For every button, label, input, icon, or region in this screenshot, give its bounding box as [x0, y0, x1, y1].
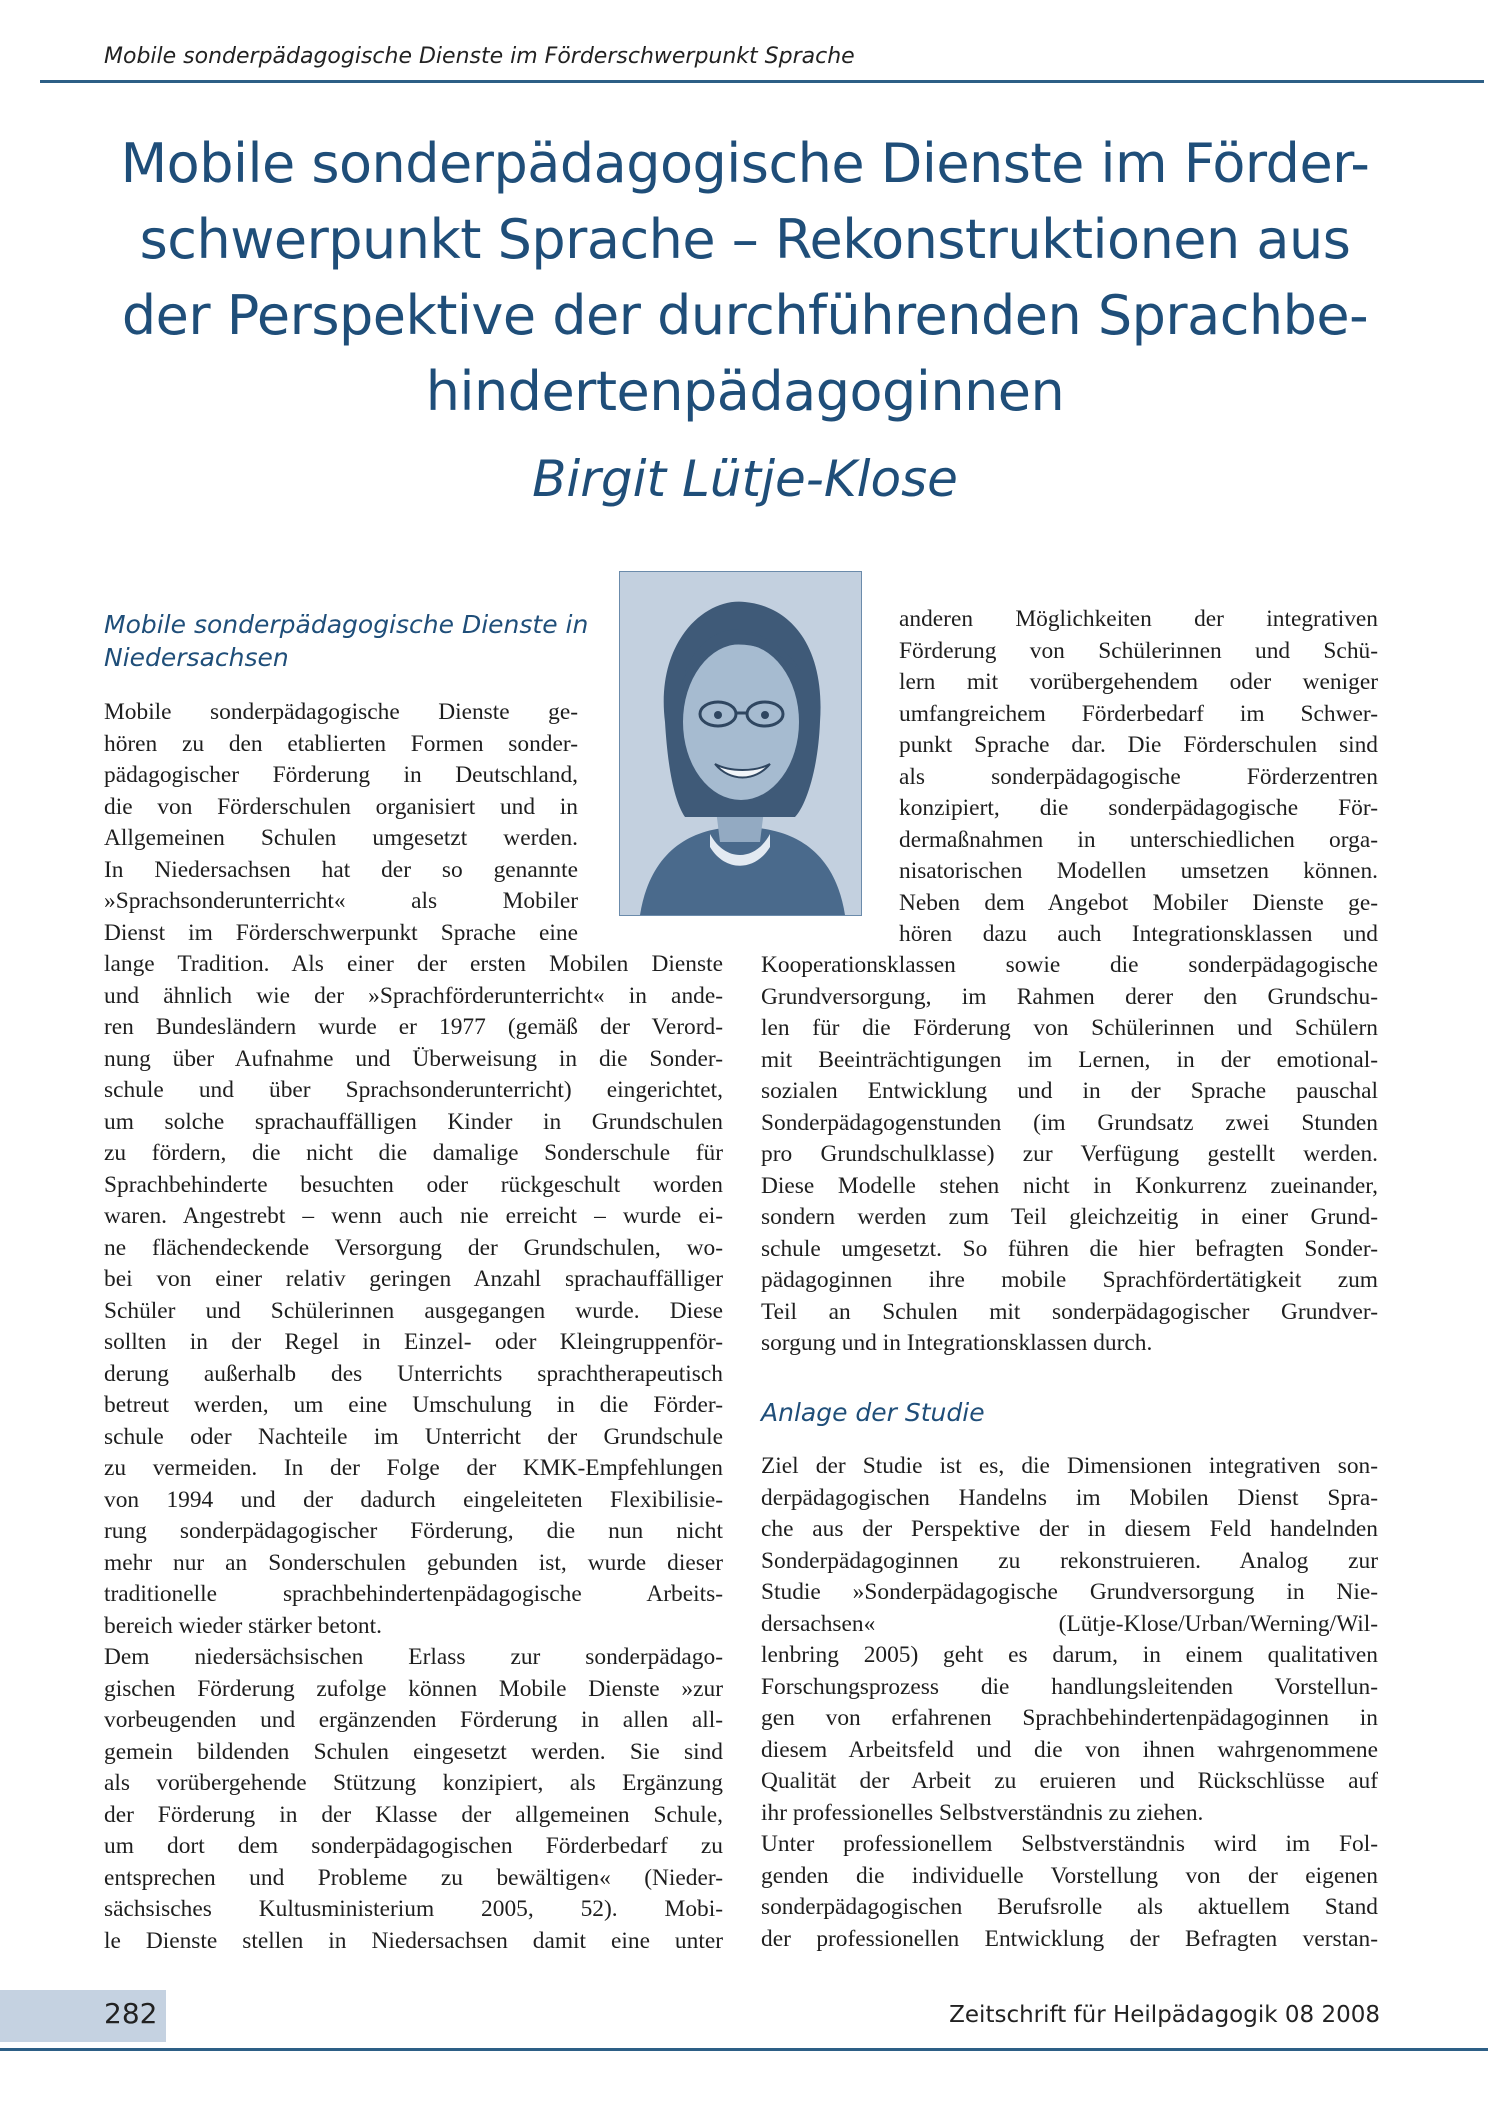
text-line: sondern werden zum Teil gleichzeitig in einer Grund- [761, 1204, 1378, 1230]
text-line: Grundversorgung, im Rahmen derer den Grundschu- [761, 983, 1378, 1010]
text-line: Sprachbehinderte besuchten oder rückgeschult worden [104, 1171, 723, 1198]
journal-citation: Zeitschrift für Heilpädagogik 08 2008 [949, 2002, 1380, 2028]
header-rule [40, 80, 1484, 83]
section-heading-niedersachsen [104, 608, 588, 674]
text-line: umfangreichem Förderbedarf im Schwer- [899, 700, 1378, 727]
heading-line: Niedersachsen [104, 643, 289, 672]
text-line: Neben dem Angebot Mobiler Dienste ge- [899, 889, 1378, 916]
text-line: der professionellen Entwicklung der Befragten verstan- [761, 1925, 1378, 1952]
text-line: von 1994 und der dadurch eingeleiteten Flexibilisie- [104, 1486, 723, 1513]
text-line: le Dienste stellen in Niedersachsen damit eine unter [104, 1927, 723, 1954]
text-line: punkt Sprache dar. Die Förderschulen sind [899, 732, 1378, 758]
text-line: nung über Aufnahme und Überweisung in die Sonder- [104, 1045, 723, 1072]
text-line: lenbring 2005) geht es darum, in einem qualitativen [761, 1642, 1378, 1668]
section-heading-anlage: Anlage der Studie [761, 1398, 985, 1427]
text-line: Diese Modelle stehen nicht in Konkurrenz zueinander, [761, 1172, 1378, 1199]
heading-line: Mobile sonderpädagogische Dienste in [104, 610, 589, 639]
text-line: gen von erfahrenen Sprachbehindertenpädagoginnen in [761, 1705, 1378, 1731]
text-line: hören dazu auch Integrationsklassen und [899, 921, 1378, 947]
text-line: genden die individuelle Vorstellung von der eigenen [761, 1862, 1378, 1889]
text-line: Mobile sonderpädagogische Dienste ge- [104, 699, 578, 725]
text-line: die von Förderschulen organisiert und in [104, 793, 578, 820]
text-line: gemein bildenden Schulen eingesetzt werden. Sie sind [104, 1738, 723, 1765]
text-line: zu vermeiden. In der Folge der KMK-Empfehlungen [104, 1455, 723, 1481]
text-line: sächsisches Kultusministerium 2005, 52). Mobi- [104, 1896, 723, 1922]
text-line: Qualität der Arbeit zu eruieren und Rückschlüsse auf [761, 1768, 1378, 1794]
left-column-body [104, 949, 723, 1957]
text-line: anderen Möglichkeiten der integrativen [899, 606, 1378, 632]
text-line: der Förderung in der Klasse der allgemeinen Schule, [104, 1801, 723, 1828]
text-line: traditionelle sprachbehindertenpädagogische Arbeits- [104, 1581, 723, 1607]
text-line: lange Tradition. Als einer der ersten Mobilen Dienste [104, 951, 723, 977]
running-header: Mobile sonderpädagogische Dienste im Förderschwerpunkt Sprache [104, 44, 855, 69]
text-line: bereich wieder stärker betont. [104, 1612, 382, 1639]
text-line: Sonderpädagogenstunden (im Grundsatz zwei Stunden [761, 1109, 1378, 1136]
text-line: sonderpädagogischen Berufsrolle als aktuellem Stand [761, 1894, 1378, 1920]
text-line: lern mit vorübergehendem oder weniger [899, 669, 1378, 695]
text-line: sorgung und in Integrationsklassen durch. [761, 1330, 1153, 1356]
page-number: 282 [104, 1997, 158, 2030]
text-line: konzipiert, die sonderpädagogische För- [899, 795, 1378, 821]
text-line: bei von einer relativ geringen Anzahl sprachauffälliger [104, 1266, 723, 1292]
text-line: len für die Förderung von Schülerinnen und Schülern [761, 1015, 1378, 1041]
text-line: Teil an Schulen mit sonderpädagogischer Grundver- [761, 1298, 1378, 1325]
right-column-body [761, 950, 1378, 1360]
text-line: mit Beeinträchtigungen im Lernen, in der emotional- [761, 1046, 1378, 1073]
text-line: Dienst im Förderschwerpunkt Sprache eine [104, 919, 578, 946]
text-line: ren Bundesländern wurde er 1977 (gemäß der Verord- [104, 1014, 723, 1040]
text-line: sozialen Entwicklung und in der Sprache pauschal [761, 1078, 1378, 1104]
text-line: dersachsen« (Lütje-Klose/Urban/Werning/Wil- [761, 1610, 1378, 1637]
text-line: derung außerhalb des Unterrichts sprachtherapeutisch [104, 1360, 723, 1387]
text-line: entsprechen und Probleme zu bewältigen« (Nieder- [104, 1864, 723, 1891]
right-column-intro [899, 604, 1378, 951]
text-line: schule oder Nachteile im Unterricht der Grundschule [104, 1423, 723, 1450]
title-line: hindertenpädagoginnen [425, 360, 1065, 423]
text-line: schule umgesetzt. So führen die hier befragten Sonder- [761, 1235, 1378, 1262]
author-name: Birgit Lütje-Klose [532, 450, 958, 508]
left-column-intro [104, 697, 578, 949]
text-line: In Niedersachsen hat der so genannte [104, 856, 578, 883]
portrait-image [620, 572, 861, 915]
text-line: Sonderpädagoginnen zu rekonstruieren. Analog zur [761, 1547, 1378, 1574]
text-line: betreut werden, um eine Umschulung in die Förder- [104, 1392, 723, 1418]
text-line: pädagoginnen ihre mobile Sprachfördertätigkeit zum [761, 1267, 1378, 1293]
text-line: schule und über Sprachsonderunterricht) eingerichtet, [104, 1077, 723, 1103]
text-line: Kooperationsklassen sowie die sonderpädagogische [761, 952, 1378, 978]
text-line: »Sprachsonderunterricht« als Mobiler [104, 888, 578, 914]
article-title [100, 126, 1390, 430]
text-line: als vorübergehende Stützung konzipiert, als Ergänzung [104, 1770, 723, 1796]
text-line: che aus der Perspektive der in diesem Feld handelnden [761, 1516, 1378, 1542]
title-line: der Perspektive der durchführenden Sprachbe- [121, 284, 1369, 347]
text-line: diesem Arbeitsfeld und die von ihnen wahrgenommene [761, 1736, 1378, 1763]
text-line: sollten in der Regel in Einzel- oder Kleingruppenför- [104, 1329, 723, 1355]
text-line: um dort dem sonderpädagogischen Förderbedarf zu [104, 1833, 723, 1859]
text-line: ne flächendeckende Versorgung der Grundschulen, wo- [104, 1234, 723, 1261]
text-line: Allgemeinen Schulen umgesetzt werden. [104, 825, 578, 851]
text-line: gischen Förderung zufolge können Mobile Dienste »zur [104, 1675, 723, 1702]
text-line: pro Grundschulklasse) zur Verfügung gestellt werden. [761, 1141, 1378, 1167]
text-line: Ziel der Studie ist es, die Dimensionen integrativen son- [761, 1453, 1378, 1479]
text-line: als sonderpädagogische Förderzentren [899, 763, 1378, 790]
title-line: schwerpunkt Sprache – Rekonstruktionen aus [139, 208, 1351, 271]
text-line: Dem niedersächsischen Erlass zur sonderpädago- [104, 1644, 723, 1670]
text-line: pädagogischer Förderung in Deutschland, [104, 762, 578, 788]
text-line: um solche sprachauffälligen Kinder in Grundschulen [104, 1108, 723, 1135]
text-line: derpädagogischen Handelns im Mobilen Dienst Spra- [761, 1484, 1378, 1511]
text-line: dermaßnahmen in unterschiedlichen orga- [899, 826, 1378, 853]
text-line: hören zu den etablierten Formen sonder- [104, 730, 578, 757]
footer-rule [0, 2048, 1488, 2051]
text-line: ihr professionelles Selbstverständnis zu ziehen. [761, 1799, 1204, 1826]
author-photo [619, 571, 862, 916]
text-line: Studie »Sonderpädagogische Grundversorgung in Nie- [761, 1579, 1378, 1605]
text-line: zu fördern, die nicht die damalige Sonderschule für [104, 1140, 723, 1166]
text-line: waren. Angestrebt – wenn auch nie erreicht – wurde ei- [104, 1203, 723, 1229]
right-column-study [761, 1451, 1378, 1955]
text-line: rung sonderpädagogischer Förderung, die nun nicht [104, 1518, 723, 1544]
text-line: vorbeugenden und ergänzenden Förderung in allen all- [104, 1707, 723, 1733]
text-line: mehr nur an Sonderschulen gebunden ist, wurde dieser [104, 1549, 723, 1576]
text-line: Unter professionellem Selbstverständnis wird im Fol- [761, 1831, 1378, 1857]
text-line: Forschungsprozess die handlungsleitenden Vorstellun- [761, 1673, 1378, 1700]
text-line: und ähnlich wie der »Sprachförderunterricht« in ande- [104, 982, 723, 1009]
text-line: Schüler und Schülerinnen ausgegangen wurde. Diese [104, 1297, 723, 1324]
title-line: Mobile sonderpädagogische Dienste im Förder- [120, 132, 1370, 195]
text-line: nisatorischen Modellen umsetzen können. [899, 858, 1378, 884]
text-line: Förderung von Schülerinnen und Schü- [899, 637, 1378, 664]
